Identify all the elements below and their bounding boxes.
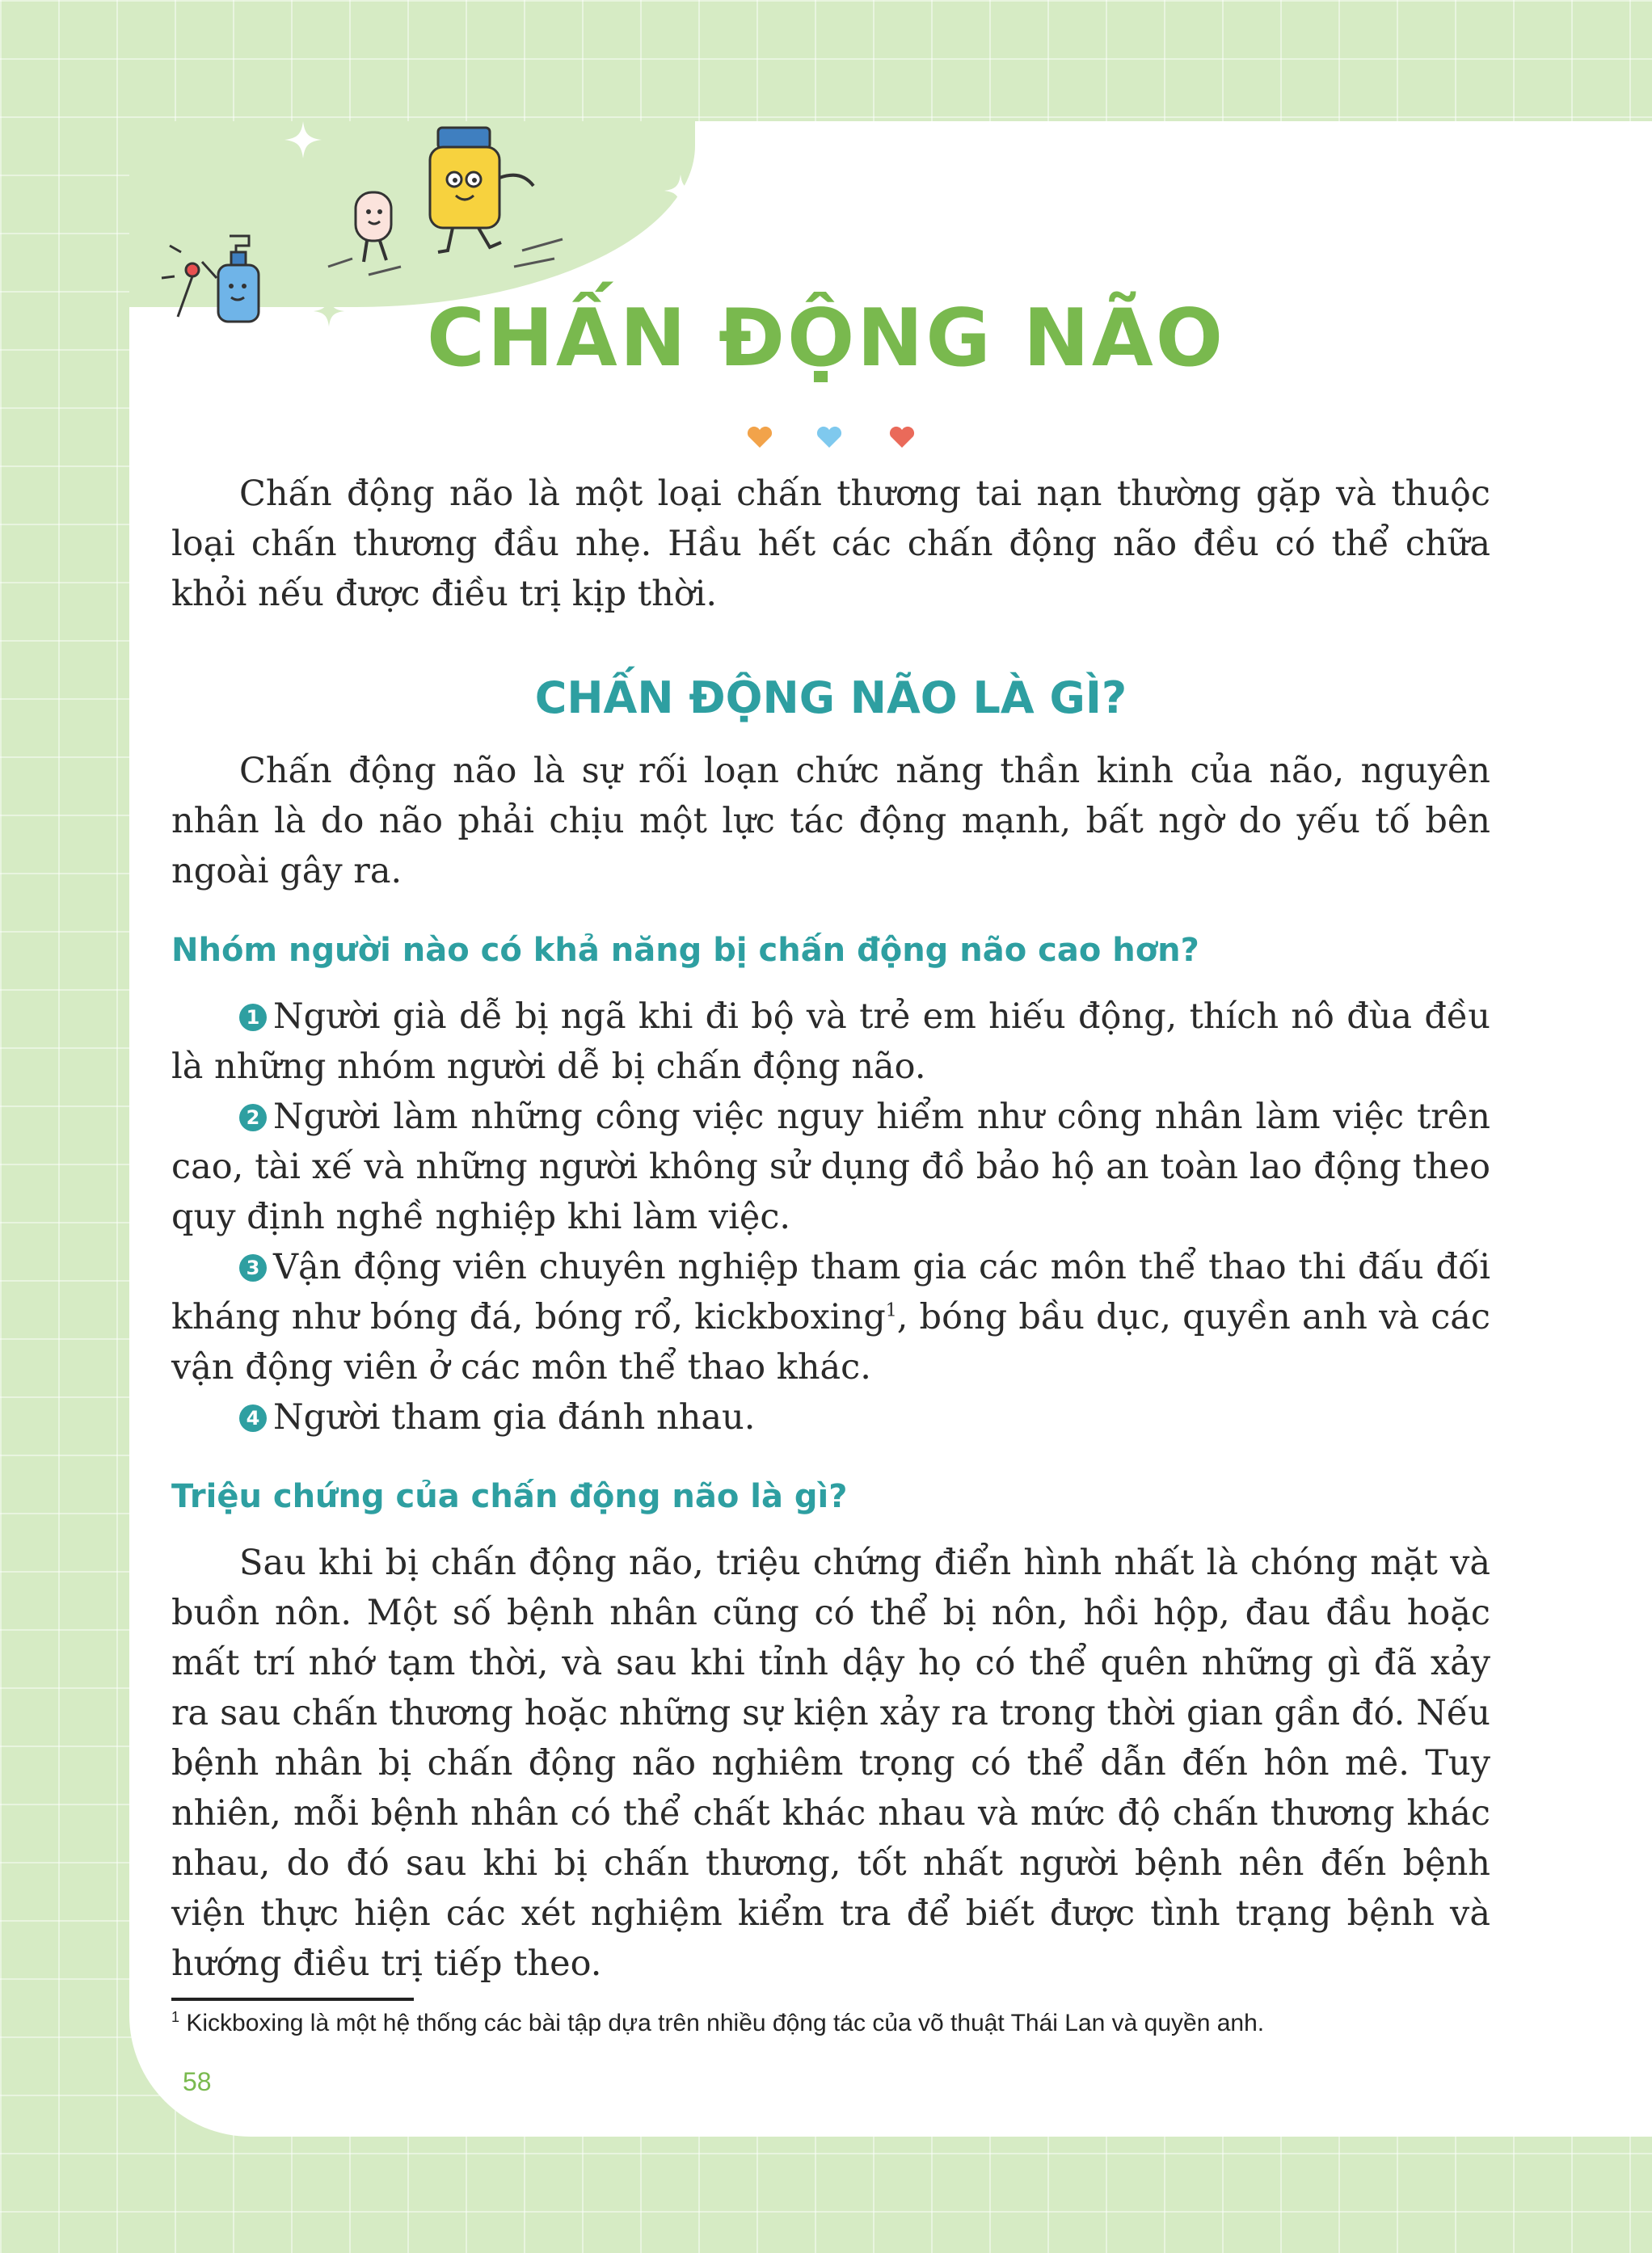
list-item (171, 1092, 1490, 1242)
list-item (171, 1242, 1490, 1392)
footnote-mark: 1 (171, 2009, 180, 2025)
list-item-text: Người làm những công việc nguy hiểm như công nhân làm việc trên cao, tài xế và những người không sử dụng đồ bảo hộ an toàn lao động theo quy định nghề nghiệp khi làm việc. (171, 1097, 1490, 1237)
section-heading: CHẤN ĐỘNG NÃO LÀ GÌ? (534, 672, 1127, 723)
list-item (171, 992, 1490, 1092)
list-item-text: Người già dễ bị ngã khi đi bộ và trẻ em hiếu động, thích nô đùa đều là những nhóm người dễ bị chấn động não. (171, 996, 1490, 1087)
symptoms-question: Triệu chứng của chấn động não là gì? (171, 1478, 848, 1515)
number-badge: 4 (239, 1404, 267, 1432)
footnote-marker: 1 (885, 1300, 897, 1321)
list-item-text: Vận động viên chuyên nghiệp tham gia các môn thể thao thi đấu đối kháng như bóng đá, bóng rổ, kickboxing (171, 1247, 1490, 1337)
page-title: CHẤN ĐỘNG NÃO (426, 293, 1226, 385)
list-item-text: Người tham gia đánh nhau. (273, 1397, 756, 1438)
footnote-divider (171, 1998, 414, 2001)
footnote-text: Kickboxing là một hệ thống các bài tập dựa trên nhiều động tác của võ thuật Thái Lan và quyền anh. (186, 2010, 1265, 2036)
heart-divider (744, 422, 921, 454)
footnote (171, 2009, 1264, 2037)
risk-group-question: Nhóm người nào có khả năng bị chấn động não cao hơn? (171, 932, 1199, 969)
number-badge: 3 (239, 1254, 267, 1282)
definition-paragraph: Chấn động não là sự rối loạn chức năng thần kinh của não, nguyên nhân là do não phải chịu một lực tác động mạnh, bất ngờ do yếu tố bên ngoài gây ra. (171, 751, 1490, 891)
list-item-text: , bóng bầu dục, quyền anh và các vận động viên ở các môn thể thao khác. (171, 1297, 1490, 1388)
intro-paragraph: Chấn động não là một loại chấn thương tai nạn thường gặp và thuộc loại chấn thương đầu nhẹ. Hầu hết các chấn động não đều có thể chữa khỏi nếu được điều trị kịp thời. (171, 474, 1490, 614)
number-badge: 2 (239, 1104, 267, 1131)
motion-lines (320, 234, 579, 283)
heart-icon (817, 427, 841, 448)
heart-icon (890, 427, 914, 448)
page-number: 58 (183, 2067, 212, 2096)
heart-icon (748, 427, 772, 448)
symptoms-paragraph: Sau khi bị chấn động não, triệu chứng điển hình nhất là chóng mặt và buồn nôn. Một số bệnh nhân cũng có thể bị nôn, hồi hộp, đau đầu hoặc mất trí nhớ tạm thời, và sau khi tỉnh dậy họ có thể quên những gì đã xảy ra sau chấn thương hoặc những sự kiện xảy ra trong thời gian gần đó. Nếu bệnh nhân bị chấn động não nghiêm trọng có thể dẫn đến hôn mê. Tuy nhiên, mỗi bệnh nhân có thể chất khác nhau và mức độ chấn thương khác nhau, do đó sau khi bị chấn thương, tốt nhất người bệnh nên đến bệnh viện thực hiện các xét nghiệm kiểm tra để biết được tình trạng bệnh và hướng điều trị tiếp theo. (171, 1543, 1490, 1984)
list-item (171, 1392, 1490, 1442)
sparkle-icon (283, 120, 323, 160)
sparkle-icon (663, 173, 698, 208)
number-badge: 1 (239, 1004, 267, 1031)
article-body (171, 469, 1490, 1989)
